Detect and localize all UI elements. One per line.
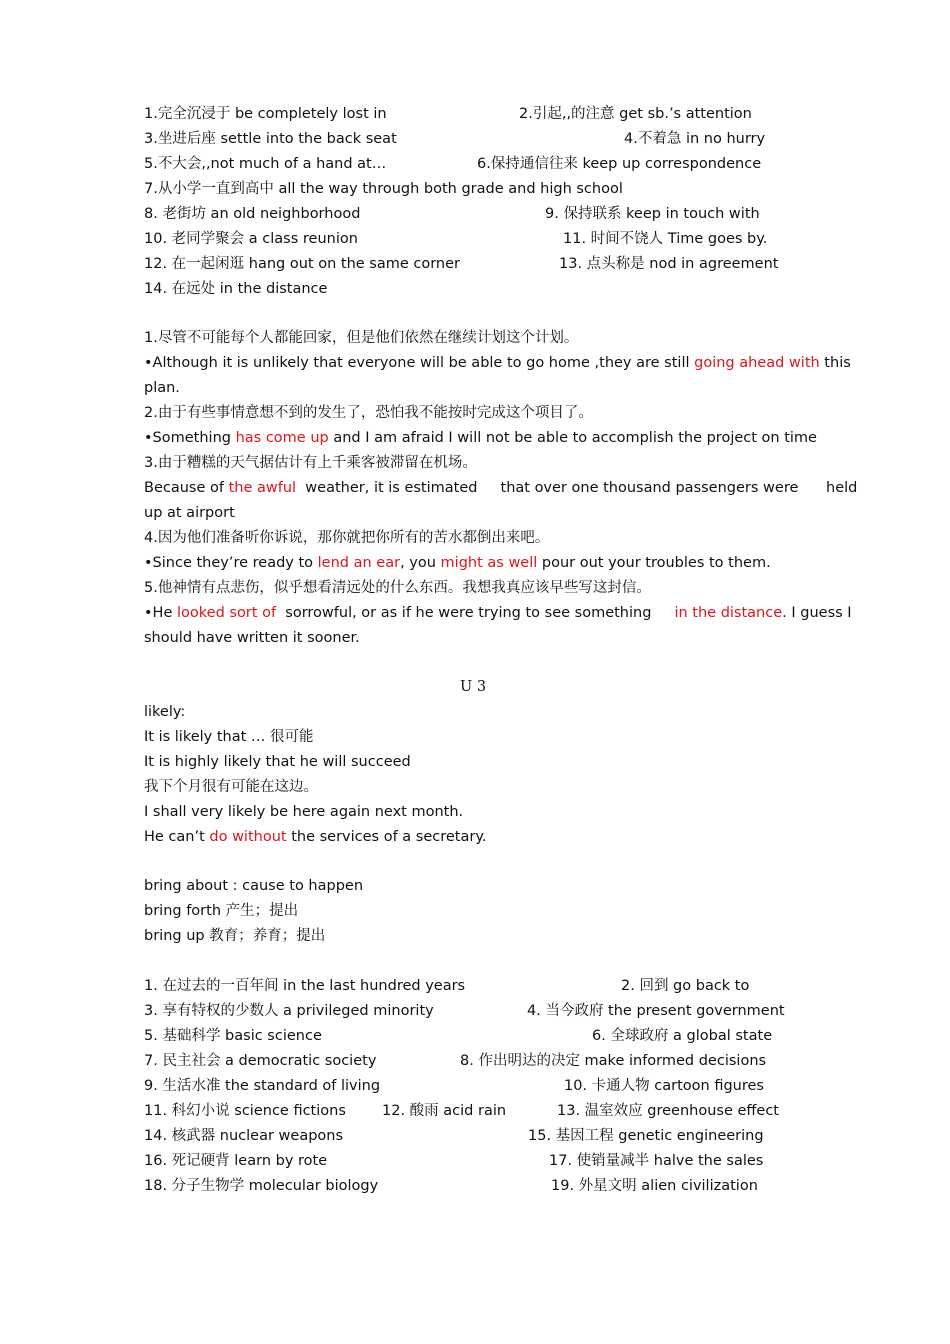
translation-question: 3.由于糟糕的天气据估计有上千乘客被滞留在机场。 xyxy=(144,455,477,471)
vocab-item: 18. 分子生物学 molecular biology xyxy=(144,1178,379,1194)
highlight-phrase: going ahead with xyxy=(694,355,820,371)
example-line: It is highly likely that he will succeed xyxy=(144,754,411,770)
vocab-item: 2. 回到 go back to xyxy=(621,978,750,994)
highlight-phrase: has come up xyxy=(235,430,329,446)
vocab-item: 3. 享有特权的少数人 a privileged minority xyxy=(144,1003,434,1019)
answer-text: •Something xyxy=(144,430,236,446)
answer-text: •Since they’re ready to xyxy=(144,555,318,571)
vocab-item: 11. 时间不饶人 Time goes by. xyxy=(563,231,768,247)
example-line xyxy=(144,827,486,847)
translation-answer xyxy=(144,353,851,373)
example-line: It is likely that … 很可能 xyxy=(144,729,314,745)
answer-text: , you xyxy=(400,555,441,571)
vocab-item: 19. 外星文明 alien civilization xyxy=(551,1178,758,1194)
translation-answer xyxy=(144,428,817,448)
phrase-entry: bring about : cause to happen xyxy=(144,878,364,894)
vocab-item: 7.从小学一直到高中 all the way through both grade and high school xyxy=(144,181,623,197)
example-line: I shall very likely be here again next month. xyxy=(144,804,464,820)
vocab-item: 7. 民主社会 a democratic society xyxy=(144,1053,377,1069)
word-entry: likely: xyxy=(144,704,186,720)
example-text: the services of a secretary. xyxy=(286,829,487,845)
answer-text: •Although it is unlikely that everyone will be able to go home ,they are still xyxy=(144,355,695,371)
vocab-item: 6. 全球政府 a global state xyxy=(592,1028,773,1044)
translation-question: 5.他神情有点悲伤，似乎想看清远处的什么东西。我想我真应该早些写这封信。 xyxy=(144,580,651,596)
translation-answer-cont: plan. xyxy=(144,380,180,396)
vocab-item: 2.引起,,的注意 get sb.’s attention xyxy=(519,106,752,122)
vocab-item: 12. 酸雨 acid rain xyxy=(382,1103,507,1119)
answer-text: •He xyxy=(144,605,177,621)
highlight-phrase: in the distance xyxy=(674,605,783,621)
vocab-item: 10. 老同学聚会 a class reunion xyxy=(144,231,358,247)
vocab-item: 17. 使销量减半 halve the sales xyxy=(549,1153,764,1169)
vocab-item: 5. 基础科学 basic science xyxy=(144,1028,322,1044)
vocab-item: 4.不着急 in no hurry xyxy=(624,131,766,147)
translation-question: 1.尽管不可能每个人都能回家，但是他们依然在继续计划这个计划。 xyxy=(144,330,579,346)
answer-text: pour out your troubles to them. xyxy=(537,555,771,571)
vocab-item: 9. 生活水准 the standard of living xyxy=(144,1078,381,1094)
highlight-phrase: do without xyxy=(209,829,287,845)
answer-text: sorrowful, or as if he were trying to see something xyxy=(276,605,675,621)
highlight-phrase: the awful xyxy=(228,480,297,496)
answer-text: Because of xyxy=(144,480,229,496)
translation-answer xyxy=(144,603,852,623)
answer-text: this xyxy=(819,355,851,371)
highlight-phrase: looked sort of xyxy=(177,605,277,621)
answer-text: weather, it is estimated that over one thousand passengers were held xyxy=(296,480,858,496)
vocab-item: 8. 老街坊 an old neighborhood xyxy=(144,206,361,222)
vocab-item: 13. 点头称是 nod in agreement xyxy=(559,256,779,272)
vocab-item: 4. 当今政府 the present government xyxy=(527,1003,785,1019)
vocab-item: 9. 保持联系 keep in touch with xyxy=(545,206,760,222)
vocab-item: 5.不大会,,not much of a hand at… xyxy=(144,156,387,172)
phrase-entry: bring forth 产生；提出 xyxy=(144,903,299,919)
translation-answer-cont: should have written it sooner. xyxy=(144,630,360,646)
unit-heading: U 3 xyxy=(460,679,487,695)
example-line: 我下个月很有可能在这边。 xyxy=(144,779,318,795)
translation-answer xyxy=(144,553,771,573)
vocab-item: 16. 死记硬背 learn by rote xyxy=(144,1153,328,1169)
vocab-item: 14. 在远处 in the distance xyxy=(144,281,328,297)
vocab-item: 1.完全沉浸于 be completely lost in xyxy=(144,106,387,122)
vocab-item: 10. 卡通人物 cartoon figures xyxy=(564,1078,764,1094)
vocab-item: 14. 核武器 nuclear weapons xyxy=(144,1128,344,1144)
vocab-item: 11. 科幻小说 science fictions xyxy=(144,1103,346,1119)
translation-question: 2.由于有些事情意想不到的发生了，恐怕我不能按时完成这个项目了。 xyxy=(144,405,593,421)
phrase-entry: bring up 教育；养育；提出 xyxy=(144,928,326,944)
vocab-item: 3.坐进后座 settle into the back seat xyxy=(144,131,397,147)
translation-question: 4.因为他们准备听你诉说，那你就把你所有的苦水都倒出来吧。 xyxy=(144,530,550,546)
answer-text: . I guess I xyxy=(782,605,852,621)
answer-text: and I am afraid I will not be able to accomplish the project on time xyxy=(328,430,817,446)
highlight-phrase: might as well xyxy=(440,555,538,571)
translation-answer xyxy=(144,478,857,498)
example-text: He can’t xyxy=(144,829,210,845)
translation-answer-cont: up at airport xyxy=(144,505,235,521)
highlight-phrase: lend an ear xyxy=(317,555,401,571)
vocab-item: 13. 温室效应 greenhouse effect xyxy=(557,1103,779,1119)
vocab-item: 1. 在过去的一百年间 in the last hundred years xyxy=(144,978,466,994)
vocab-item: 15. 基因工程 genetic engineering xyxy=(528,1128,764,1144)
vocab-item: 12. 在一起闲逛 hang out on the same corner xyxy=(144,256,461,272)
vocab-item: 6.保持通信往来 keep up correspondence xyxy=(477,156,762,172)
vocab-item: 8. 作出明达的决定 make informed decisions xyxy=(460,1053,767,1069)
